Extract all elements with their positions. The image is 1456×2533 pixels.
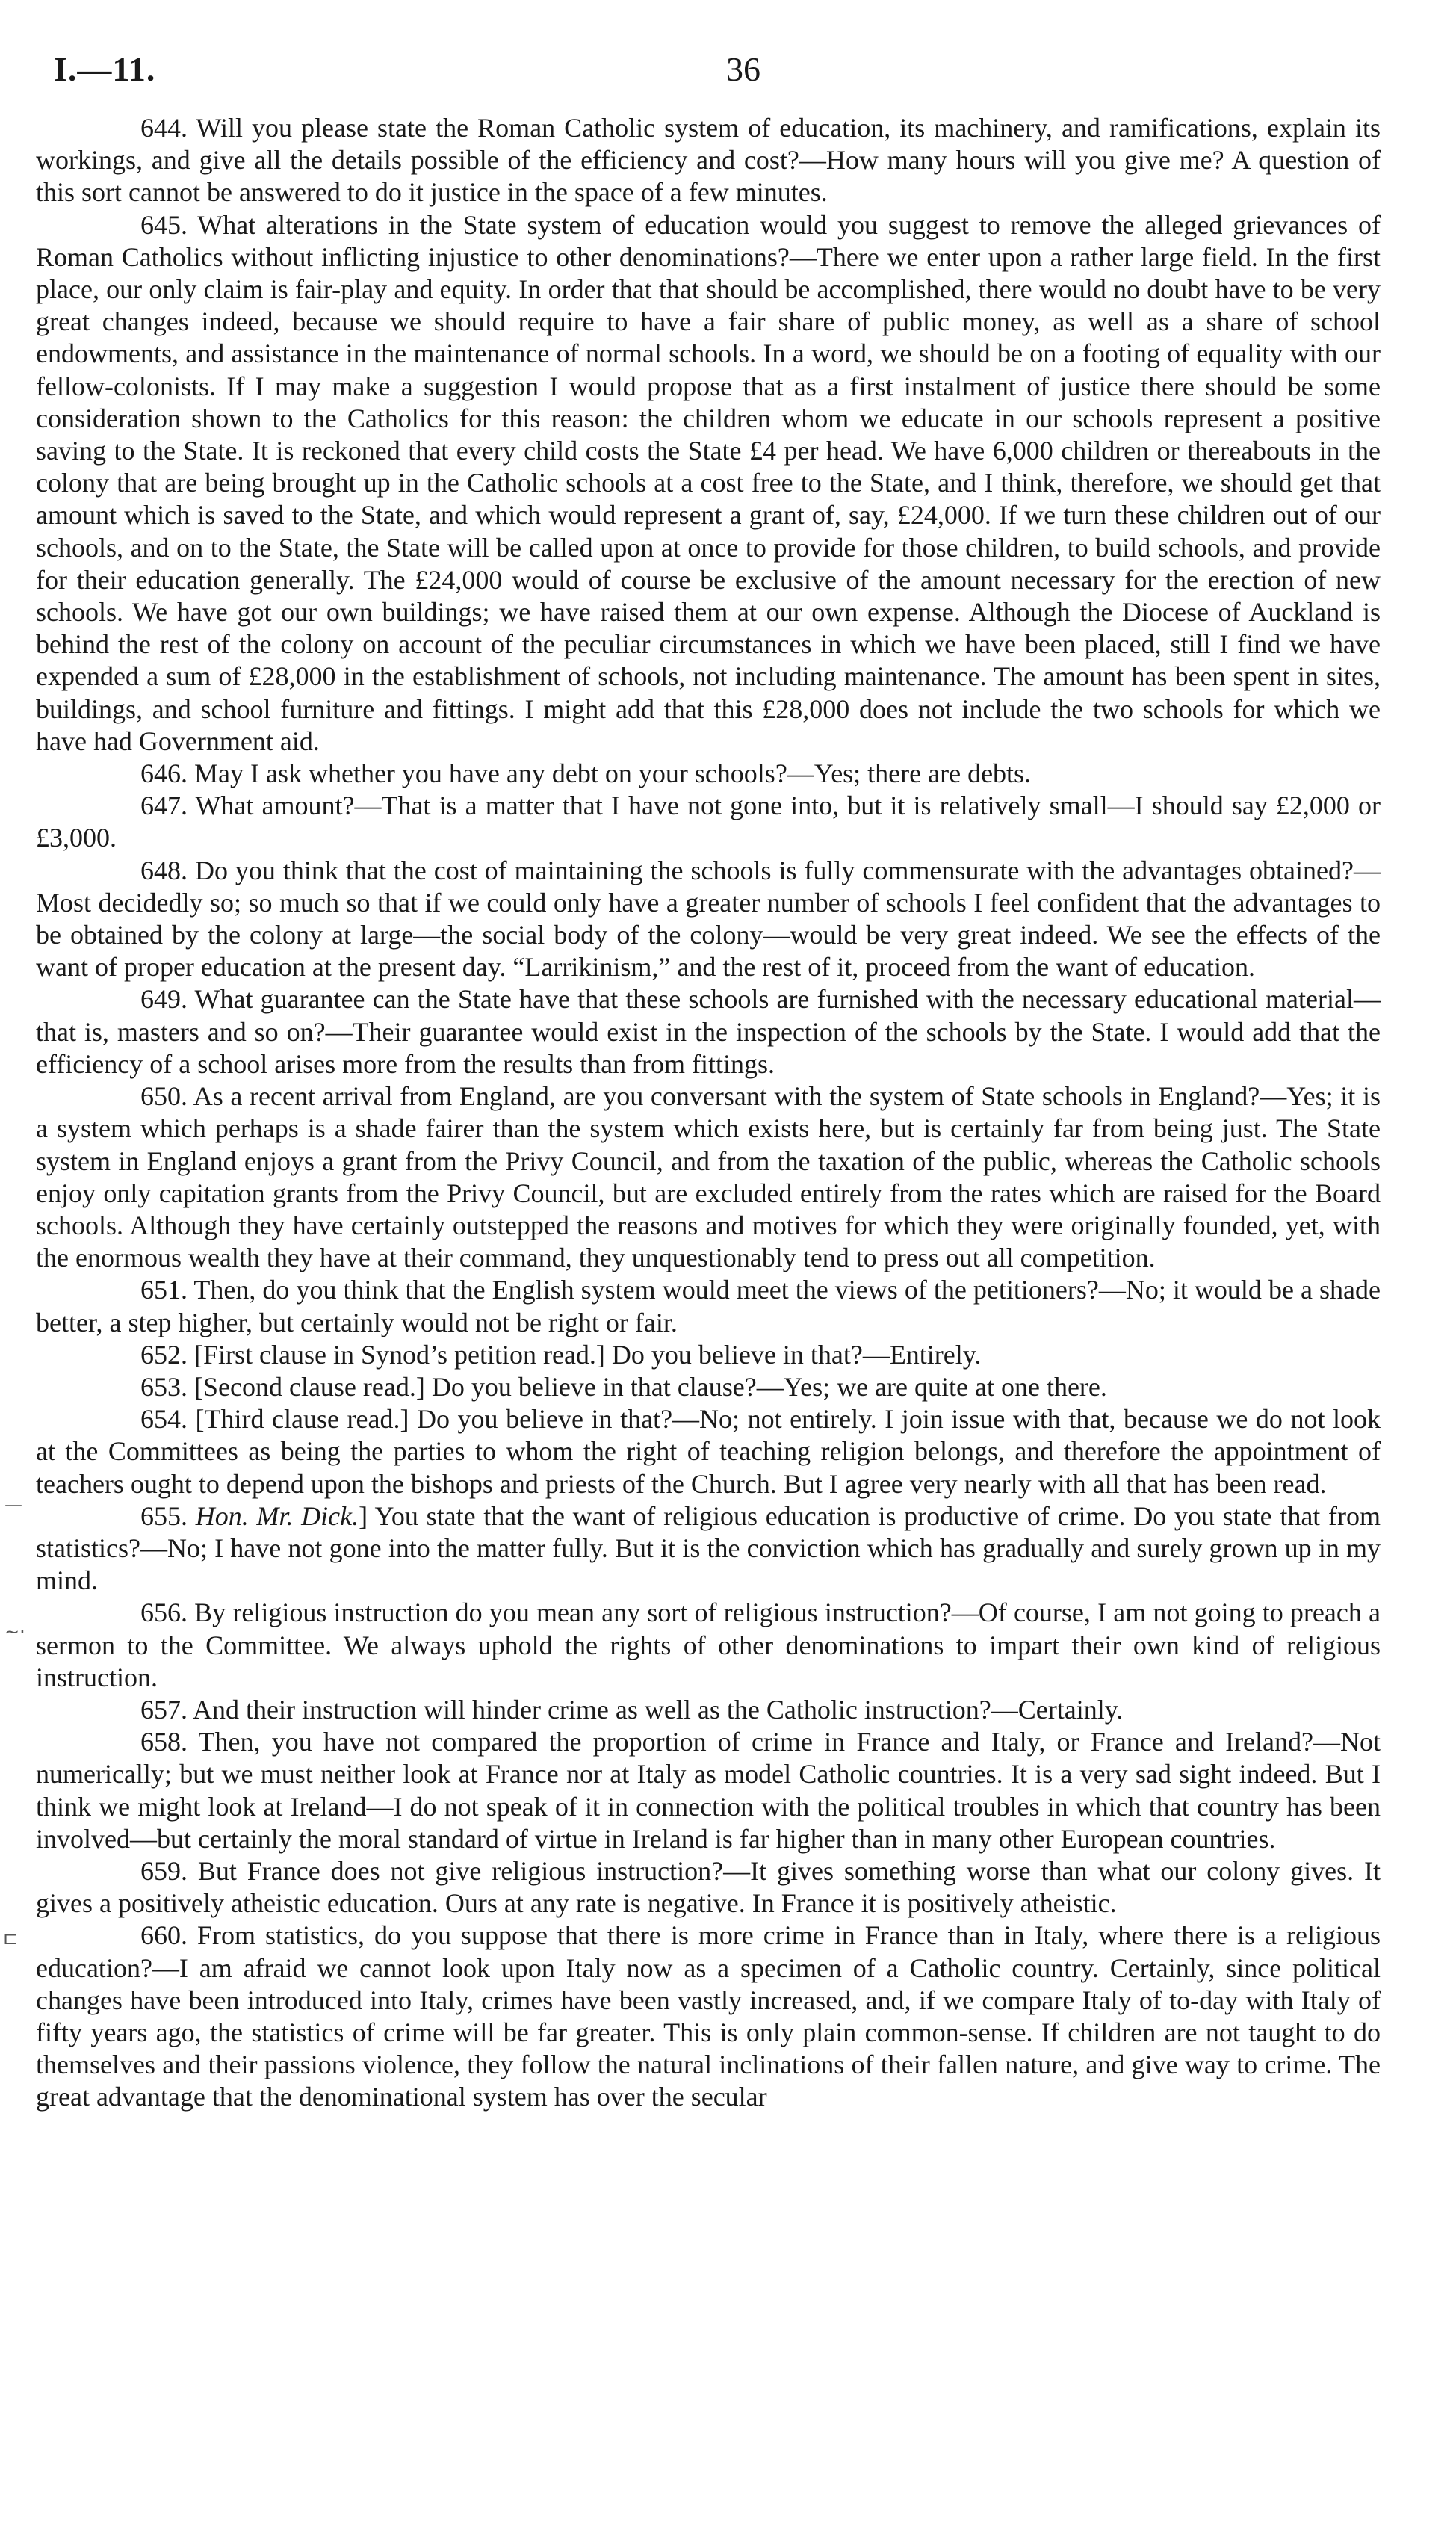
paragraph-645: 645. What alterations in the State system of education would you suggest to remove the alleged grievances of Roman Catholics without inflicting injustice to other denominations?—There we enter upon a rather large field. In the first place, our only claim is fair-play and equity. In order that that should be accomplished, there would no doubt have to be very great changes indeed, because we should require to have a fair share of public money, as well as a share of school endowments, and assistance in the maintenance of normal schools. In a word, we should be on a footing of equality with our fellow-colonists. If I may make a suggestion I would propose that as a first instalment of justice there should be some consideration shown to the Catholics for this reason: the children whom we educate in our schools represent a positive saving to the State. It is reckoned that every child costs the State £4 per head. We have 6,000 children or thereabouts in the colony that are being brought up in the Catholic schools at a cost free to the State, and I think, therefore, we should get that amount which is saved to the State, and which would represent a grant of, say, £24,000. If we turn these children out of our schools, and on to the State, the State will be called upon at once to provide for those children, to build schools, and provide for their education generally. The £24,000 would of course be exclusive of the amount necessary for the erection of new schools. We have got our own buildings; we have raised them at our own expense. Although the Diocese of Auckland is behind the rest of the colony on account of the peculiar circumstances in which we have been placed, still I find we have expended a sum of £28,000 in the establishment of schools, not including maintenance. The amount has been spent in sites, buildings, and school furniture and fittings. I might add that this £28,000 does not include the two schools for which we have had Government aid.: [36, 209, 1381, 756]
paragraph-646: 646. May I ask whether you have any debt on your schools?—Yes; there are debts.: [140, 758, 1032, 789]
paragraph-649: 649. What guarantee can the State have that these schools are furnished with the necessary educational material—that is, masters and so on?—Their guarantee would exist in the inspection of the schools by the State. I would add that the efficiency of a school arises more from the results than from fittings.: [36, 984, 1381, 1079]
paragraph-648: 648. Do you think that the cost of maintaining the schools is fully commensurate with the advantages obtained?—Most decidedly so; so much so that if we could only have a greater number of schools I feel confident that the advantages to be obtained by the colony at large—the social body of the colony—would be very great indeed. We see the effects of the want of proper education at the present day. “Larrikinism,” and the rest of it, proceed from the want of education.: [36, 855, 1381, 983]
paragraph-654: 654. [Third clause read.] Do you believe in that?—No; not entirely. I join issue with that, because we do not look at the Committees as being the parties to whom the right of teaching religion belongs, and therefore the appointment of teachers ought to depend upon the bishops and priests of the Church. But I agree very nearly with all that has been read.: [36, 1404, 1381, 1499]
paragraph-660: 660. From statistics, do you suppose that there is more crime in France than in Italy, where there is a religious education?—I am afraid we cannot look upon Italy now as a specimen of a Catholic country. Certainly, since political changes have been introduced into Italy, crimes have been vastly increased, and, if we compare Italy of to-day with Italy of fifty years ago, the statistics of crime will be far greater. This is only plain common-sense. If children are not taught to do themselves and their passions violence, they follow the natural inclinations of their fallen nature, and give way to crime. The great advantage that the denominational system has over the secular: [36, 1920, 1381, 2112]
page-number: 36: [726, 50, 760, 88]
margin-tick-mark: ⊏: [3, 1928, 19, 1949]
document-reference: I.—11.: [54, 50, 156, 88]
paragraph-655-text: ] You state that the want of religious education is productive of crime. Do you state that from statistics?—No; I have not gone into the matter fully. But it is the conviction which has gradually and surely grown up in my mind.: [36, 1500, 1381, 1596]
paragraph-658: 658. Then, you have not compared the proportion of crime in France and Italy, or France and Ireland?—Not numerically; but we must neither look at France nor at Italy as model Catholic countries. It is a very sad sight indeed. But I think we might look at Ireland—I do not speak of it in connection with the political troubles in which that country has been involved—but certainly the moral standard of virtue in Ireland is far higher than in many other European countries.: [36, 1727, 1381, 1854]
paragraph-657: 657. And their instruction will hinder crime as well as the Catholic instruction?—Certainly.: [140, 1694, 1124, 1725]
paragraph-655: [36, 1500, 1381, 1598]
margin-tick-mark: —: [4, 1494, 22, 1515]
paragraph-652: 652. [First clause in Synod’s petition read.] Do you believe in that?—Entirely.: [140, 1339, 982, 1370]
margin-tick-mark: ~·: [4, 1621, 25, 1642]
paragraph-647: 647. What amount?—That is a matter that I have not gone into, but it is relatively small—I should say £2,000 or £3,000.: [36, 791, 1381, 853]
testimony-body: [36, 112, 1381, 2114]
paragraph-644: 644. Will you please state the Roman Catholic system of education, its machinery, and ramifications, explain its workings, and give all the details possible of the efficiency and cost?—How many hours will you give me? A question of this sort cannot be answered to do it justice in the space of a few minutes.: [36, 113, 1381, 208]
paragraph-659: 659. But France does not give religious instruction?—It gives something worse than what our colony gives. It gives a positively atheistic education. Ours at any rate is negative. In France it is positively atheistic.: [36, 1855, 1381, 1919]
paragraph-655-number: 655.: [140, 1500, 188, 1531]
page-header: [54, 49, 1376, 94]
paragraph-653: 653. [Second clause read.] Do you believe in that clause?—Yes; we are quite at one there.: [140, 1371, 1107, 1402]
paragraph-656: 656. By religious instruction do you mean any sort of religious instruction?—Of course, I am not going to preach a sermon to the Committee. We always uphold the rights of other denominations to impart their own kind of religious instruction.: [36, 1598, 1381, 1692]
speaker-name: Hon. Mr. Dick.: [195, 1500, 359, 1531]
paragraph-650: 650. As a recent arrival from England, are you conversant with the system of State schools in England?—Yes; it is a system which perhaps is a shade fairer than the system which exists here, but is certainly far from being just. The State system in England enjoys a grant from the Privy Council, and from the taxation of the public, whereas the Catholic schools enjoy only capitation grants from the Privy Council, but are excluded entirely from the rates which are raised for the Board schools. Although they have certainly outstepped the reasons and motives for which they were originally founded, yet, with the enormous wealth they have at their command, they unquestionably tend to press out all competition.: [36, 1081, 1381, 1273]
paragraph-651: 651. Then, do you think that the English system would meet the views of the petitioners?—No; it would be a shade better, a step higher, but certainly would not be right or fair.: [36, 1275, 1381, 1337]
